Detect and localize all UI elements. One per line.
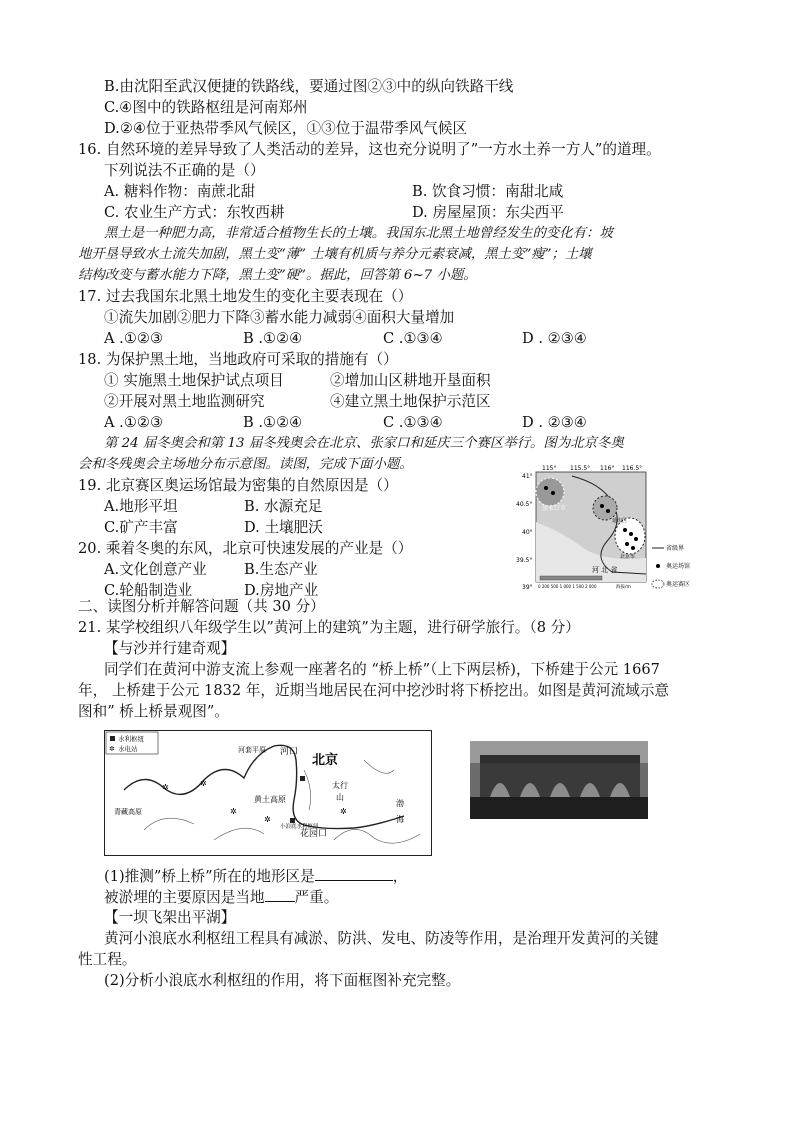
section-2-title: 二、读图分析并解答问题（共 30 分） [78,598,325,615]
label-hekou: 河口 [280,747,299,757]
passage-1-line-2: 地开垦导致水土流失加剧，黑土变“薄” 土壤有机质与养分元素衰减，黑土变”瘦”；土壤 [78,247,592,262]
lat-label: 40.5° [516,501,533,508]
lat-label: 40° [522,529,533,536]
q19-stem: 19. 北京赛区奥运场馆最为密集的自然原因是（） [78,477,398,494]
lon-label: 116.5° [622,465,643,472]
yellow-river-map [104,730,432,856]
q18-item-3: ②开展对黑土地监测研究 [104,393,265,410]
q21-stem: 21. 某学校组织八年级学生以”黄河上的建筑”为主题，进行研学旅行。（8 分） [78,619,580,636]
q17-option-a: A .①②③ [104,330,164,347]
q17-option-b: B .①②④ [243,330,303,347]
q21-sub1-text-a: (1)推测”桥上桥”所在的地形区是 [104,868,315,885]
venue-dot [629,532,633,536]
venue-dot [631,546,635,550]
legend-zone: 奥运赛区 [666,581,691,588]
q15-option-c: C.④图中的铁路枢纽是河南郑州 [104,99,308,116]
label-hebei: 河 北 省 [592,566,618,574]
passage-2-line-2: 会和冬残奥会主场地分布示意图。读图，完成下面小题。 [78,457,413,472]
lon-label: 116° [600,465,615,472]
olympic-venue-map [512,462,692,592]
passage-2-line-1: 第 24 届冬奥会和第 13 届冬残奥会在北京、张家口和延庆三个赛区举行。图为北京冬奥 [104,436,624,451]
q20-option-a: A.文化创意产业 [104,561,207,578]
lon-label: 115° [542,465,557,472]
label-taihang: 太行 [332,781,348,790]
riverbed [470,797,648,819]
q21-para-5: 性工程。 [78,951,137,968]
label-taihang-2: 山 [336,793,344,802]
hydro-symbol: ✲ [264,815,271,824]
venue-dot [551,491,555,495]
legend-hydro: 水电站 [118,745,138,753]
legend-venue: 奥运场馆 [666,563,691,570]
q18-item-1: ① 实施黑土地保护试点项目 [104,372,284,389]
q20-option-d: D.房地产业 [244,582,319,599]
legend-hydro-symbol: ✲ [109,745,115,753]
q18-option-a: A .①②③ [104,414,164,431]
q15-option-b: B.由沈阳至武汉便捷的铁路线，要通过图②③中的纵向铁路干线 [104,78,514,95]
q17-stem: 17. 过去我国东北黑土地发生的变化主要表现在（） [78,288,413,305]
q18-option-d: D . ②③④ [522,414,587,431]
zone-zhangjiakou [536,478,564,506]
label-qinghai: 青藏高原 [114,808,142,816]
answer-blank-landform[interactable] [315,866,393,881]
dam-symbol [300,776,305,781]
q18-item-4: ④建立黑土地保护示范区 [330,393,491,410]
lat-label: 41° [522,473,533,480]
bridge-deck [480,755,640,763]
q21-sub1-line-1 [104,866,407,887]
passage-1-line-3: 结构改变与蓄水能力下降，黑土变”硬”。据此，回答第 6~7 小题。 [78,268,477,283]
dam-symbol [290,818,295,823]
q20-option-b: B.生态产业 [244,561,318,578]
legend-venue-dot [656,564,660,568]
q19-option-a: A.地形平坦 [104,498,178,515]
label-beijing: 北京市 [620,554,636,560]
q21-para-4: 黄河小浪底水利枢纽工程具有减淤、防洪、发电、防凌等作用，是治理开发黄河的关键 [104,930,659,947]
q16-stem: 16. 自然环境的差异导致了人类活动的差异，这也充分说明了”一方水土养一方人”的道理。 [78,141,661,158]
answer-blank-cause[interactable] [265,887,295,902]
q21-para-1: 同学们在黄河中游支流上参观一座著名的 “桥上桥”（上下两层桥)，下桥建于公元 1667 [104,661,660,678]
lat-label: 39.5° [516,557,533,564]
label-yanqing: 延庆区 [612,518,628,524]
q17-option-c: C .①③④ [383,330,443,347]
q21-sub1-line-2 [104,887,338,908]
q21-heading-1: 【与沙并行建奇观】 [104,640,236,657]
label-bohai-1: 渤 [396,799,404,808]
q21-para-2: 年， 上桥建于公元 1832 年，近期当地居民在河中挖沙时将下桥挖出。如图是黄河流域示意 [78,682,670,699]
q21-sub1-text-b: ， [392,868,408,885]
hydro-symbol: ✲ [162,783,169,792]
q18-stem: 18. 为保护黑土地，当地政府可采取的措施有（） [78,351,398,368]
q16-option-a: A. 糖料作物：南蔗北甜 [104,183,256,200]
passage-1-line-1: 黑土是一种肥力高，非常适合植物生长的土壤。我国东北黑土地曾经发生的变化有：坡 [104,226,613,241]
q19-option-d: D. 土壤肥沃 [244,519,323,536]
q17-items: ①流失加剧②肥力下降③蓄水能力减弱④面积大量增加 [104,309,455,326]
bridge-photo [470,741,648,819]
label-huayuankou: 花园口 [300,829,328,839]
q20-option-c: C.轮船制造业 [104,582,193,599]
legend-zone-ellipse [652,580,664,588]
elevation-scale [540,576,602,580]
hydro-symbol: ✲ [340,807,347,816]
legend-border: 省级界 [666,545,685,552]
q18-item-2: ②增加山区耕地开垦面积 [330,372,491,389]
q21-sub1-text-c: 被淤埋的主要原因是当地 [104,889,265,906]
q20-stem: 20. 乘着冬奥的东风，北京可快速发展的产业是（） [78,540,413,557]
scale-unit: 海拔/m [616,585,631,590]
venue-dot [544,486,548,490]
hydro-symbol: ✲ [200,779,207,788]
q19-option-c: C.矿产丰富 [104,519,178,536]
legend-dam: 水利枢纽 [118,735,144,743]
q15-option-d: D.②④位于亚热带季风气候区，①③位于温带季风气候区 [104,120,468,137]
label-zhangjiakou: 张家口市 [542,505,567,512]
q16-option-b: B. 饮食习惯：南甜北咸 [412,183,564,200]
q16-option-d: D. 房屋屋顶：东尖西平 [412,204,564,221]
venue-dot [634,537,638,541]
label-xiaolangdi: 小浪底水利枢纽 [280,824,319,830]
q17-option-d: D . ②③④ [522,330,587,347]
q21-sub1-text-d: 严重。 [294,889,339,906]
label-bohai-2: 海 [396,815,404,824]
q18-option-b: B .①②④ [243,414,303,431]
q16-stem-2: 下列说法不正确的是（） [104,162,265,179]
venue-dot [623,528,627,532]
lon-label: 115.5° [570,465,591,472]
q21-heading-2: 【一坝飞架出平湖】 [104,909,236,926]
zone-yanqing [593,496,617,520]
q21-sub2: (2)分析小浪底水利枢纽的作用，将下面框图补充完整。 [104,972,461,989]
hydro-symbol: ✲ [230,807,237,816]
legend-dam-symbol [110,736,115,741]
q19-option-b: B. 水源充足 [244,498,323,515]
lat-label: 39° [522,584,533,591]
label-huangtu: 黄土高原 [254,795,286,804]
venue-dot [625,542,629,546]
q16-option-c: C. 农业生产方式：东牧西耕 [104,204,285,221]
label-beijing: 北京 [312,753,339,768]
q18-option-c: C .①③④ [383,414,443,431]
q21-para-3: 图和” 桥上桥景观图”。 [78,703,229,720]
venue-dot [606,509,610,513]
scale-ticks: 0 200 500 1 000 1 500 2 000 [538,584,597,589]
venue-dot [600,504,604,508]
label-hetao: 河套平原 [238,746,266,754]
